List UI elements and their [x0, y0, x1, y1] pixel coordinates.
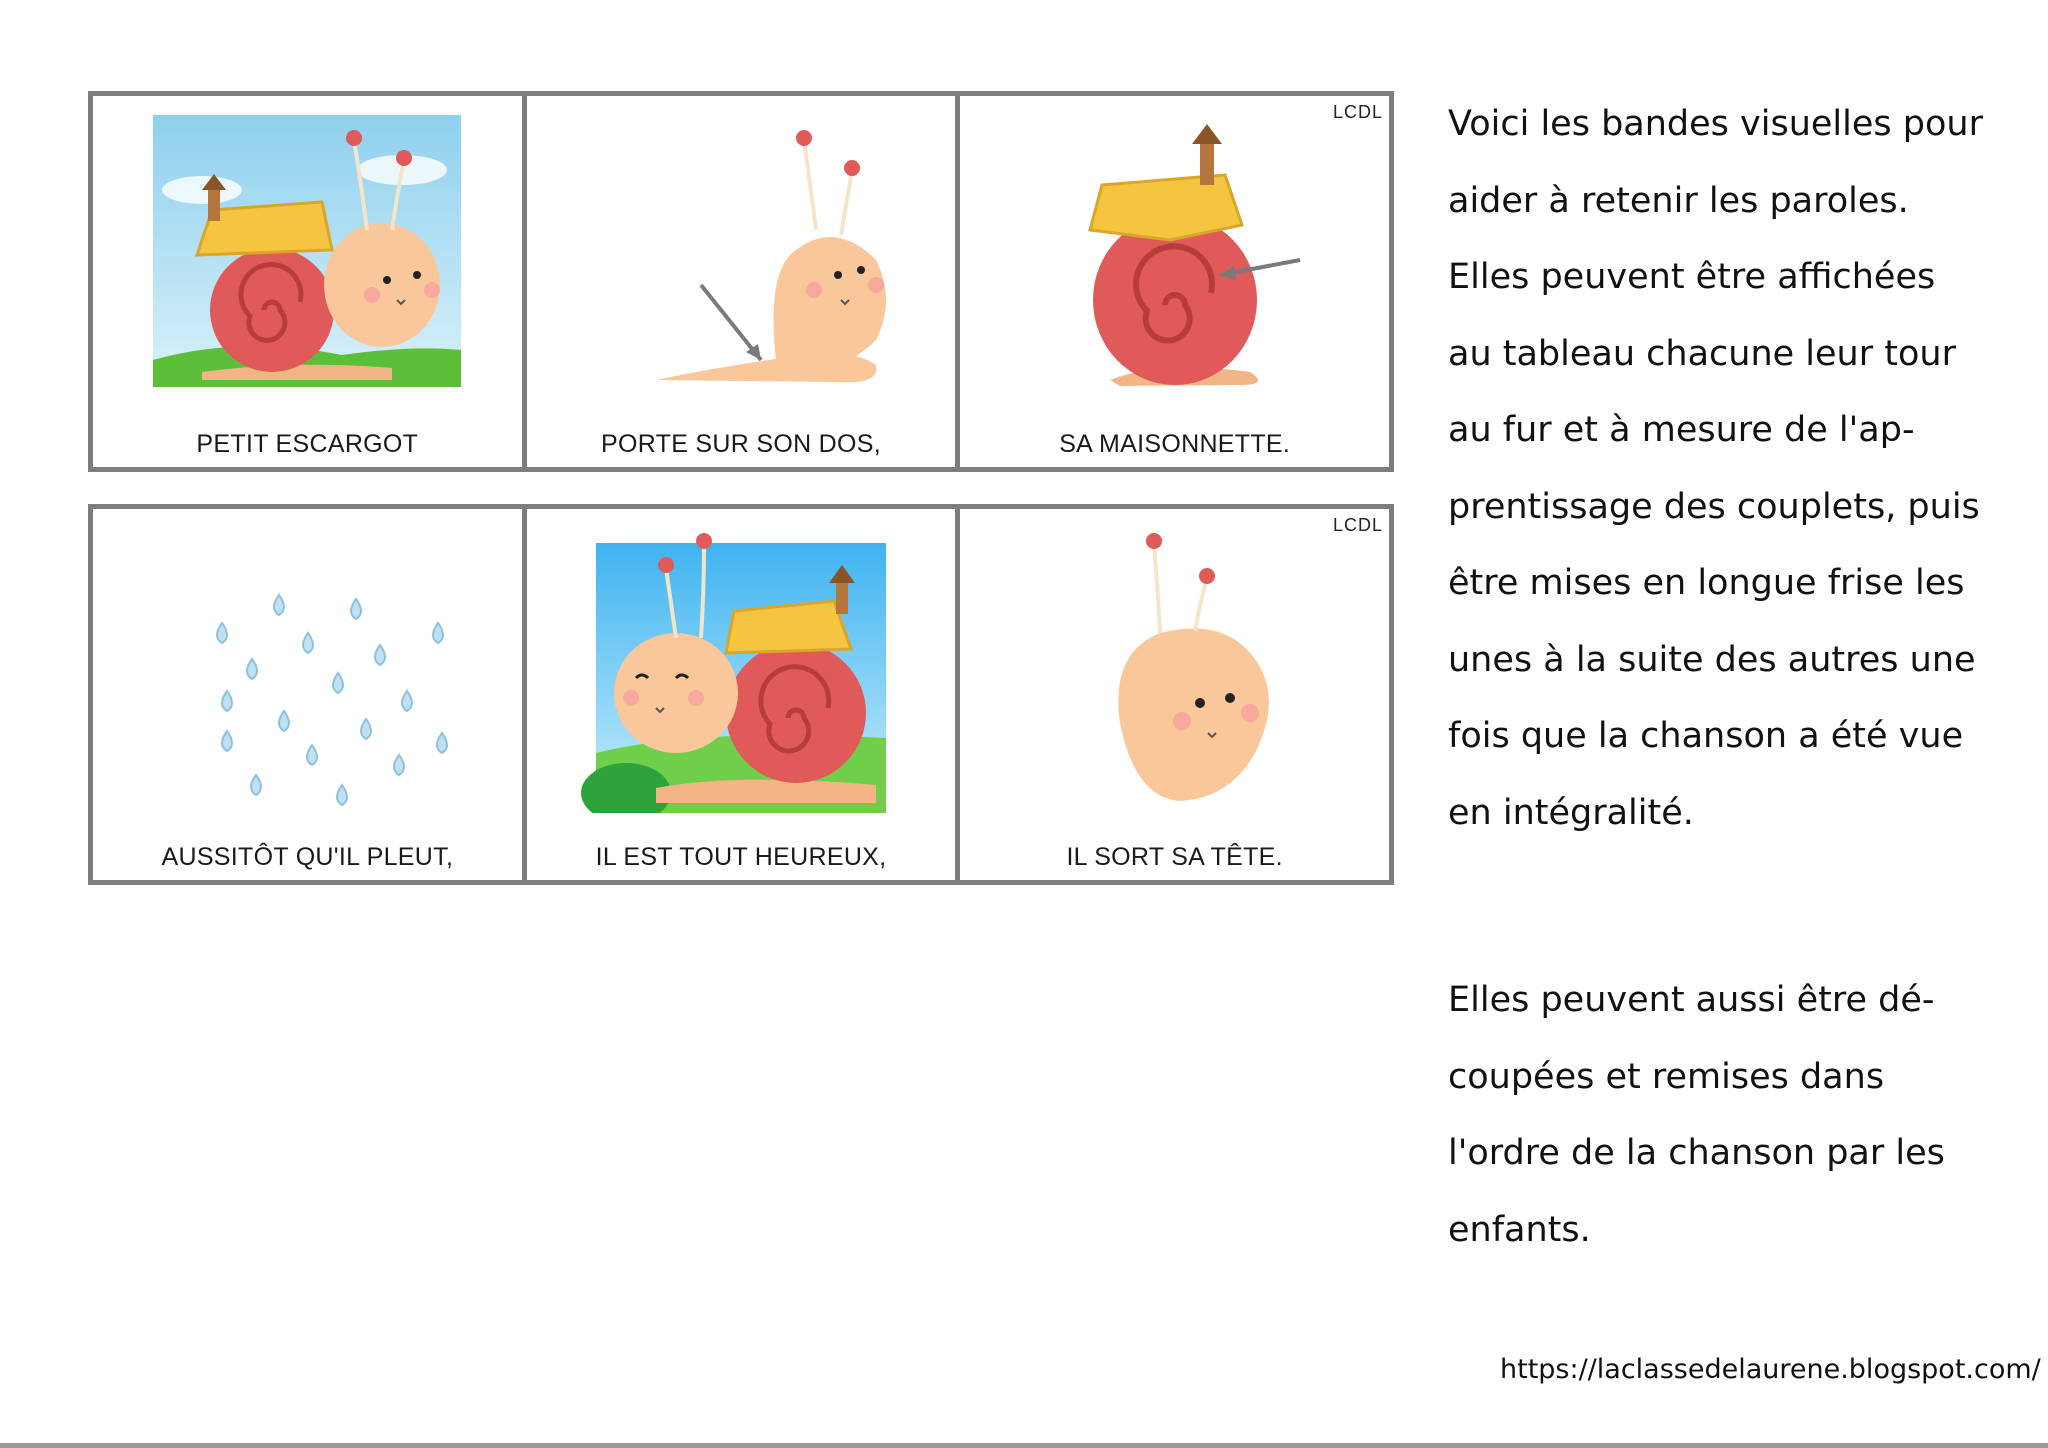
text-line: Voici les bandes visuelles pour — [1448, 104, 1983, 144]
card-il-sort-sa-tete — [955, 509, 1389, 880]
card-il-est-tout-heureux — [522, 509, 956, 880]
snail-body-with-arrow-illustration — [576, 110, 906, 400]
card-caption: PETIT ESCARGOT — [196, 430, 419, 458]
card-caption: IL SORT SA TÊTE. — [1066, 843, 1283, 871]
text-line: Elles peuvent être affichées — [1448, 257, 1936, 297]
snail-head-illustration — [1010, 523, 1340, 813]
card-caption: IL EST TOUT HEUREUX, — [595, 843, 887, 871]
card-caption: SA MAISONNETTE. — [1059, 430, 1291, 458]
card-petit-escargot — [93, 96, 522, 467]
card-sa-maisonnette — [955, 96, 1389, 467]
text-line: au fur et à mesure de l'ap- — [1448, 410, 1915, 450]
text-line: en intégralité. — [1448, 792, 1694, 833]
blog-url: https://laclassedelaurene.blogspot.com/ — [1500, 1354, 2041, 1385]
text-line: coupées et remises dans — [1448, 1056, 1885, 1097]
snail-shell-house-illustration — [1010, 110, 1340, 400]
card-aussitot-qu-il-pleut — [93, 509, 522, 880]
text-line: prentissage des couplets, puis — [1448, 486, 1980, 527]
text-line: enfants. — [1448, 1209, 1591, 1250]
snail-on-grass-illustration — [142, 110, 472, 400]
text-line: l'ordre de la chanson par les — [1448, 1133, 1945, 1173]
rain-drops-illustration — [142, 523, 472, 813]
instructions-paragraph-1 — [1448, 86, 1998, 851]
visual-strip-1 — [88, 91, 1394, 472]
text-line: unes à la suite des autres une — [1448, 639, 1976, 680]
text-line: aider à retenir les paroles. — [1448, 180, 1909, 221]
page-bottom-rule — [0, 1443, 2048, 1448]
card-porte-sur-son-dos — [522, 96, 956, 467]
text-line: fois que la chanson a été vue — [1448, 716, 1964, 756]
visual-strip-2 — [88, 504, 1394, 885]
text-line: être mises en longue frise les — [1448, 563, 1965, 603]
lcdl-tag: LCDL — [1332, 102, 1384, 122]
card-caption: AUSSITÔT QU'IL PLEUT, — [161, 843, 454, 871]
card-caption: PORTE SUR SON DOS, — [601, 430, 881, 458]
lcdl-tag: LCDL — [1332, 515, 1384, 535]
instructions-paragraph-2 — [1448, 962, 1998, 1268]
happy-snail-illustration — [576, 523, 906, 813]
text-line: Elles peuvent aussi être dé- — [1448, 980, 1935, 1020]
text-line: au tableau chacune leur tour — [1448, 333, 1956, 374]
